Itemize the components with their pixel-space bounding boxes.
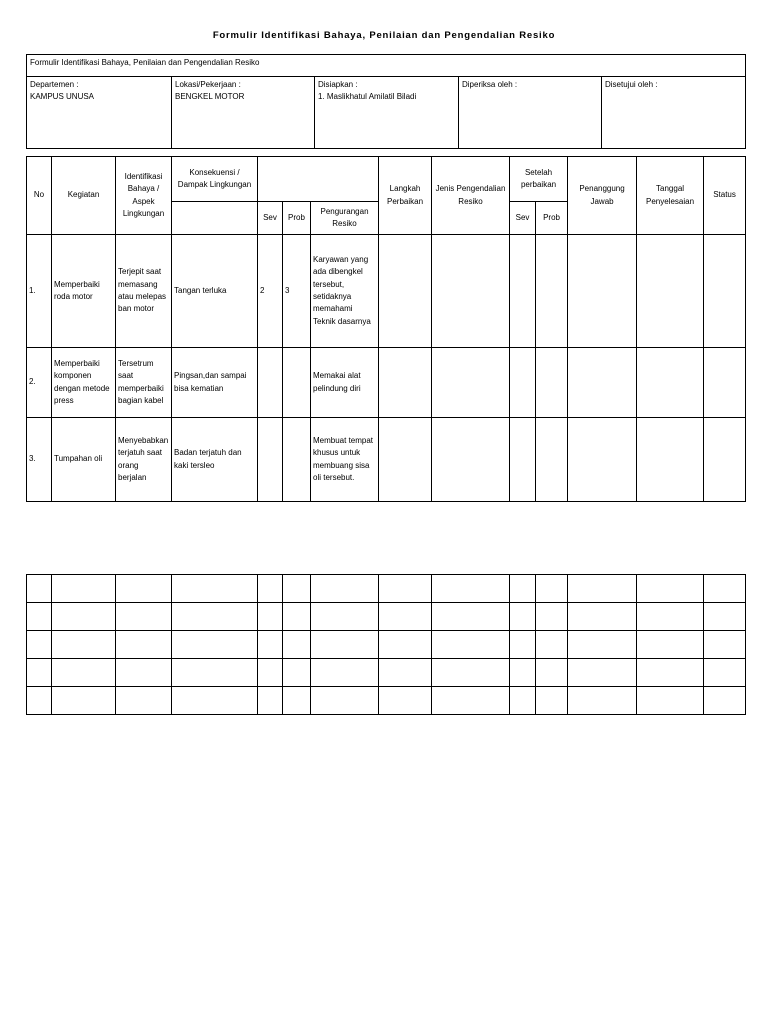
row-no: 2. bbox=[27, 348, 52, 418]
diperiksa-cell bbox=[459, 77, 602, 149]
empty-table bbox=[26, 574, 746, 715]
header-prob: Prob bbox=[283, 202, 311, 235]
row-langkah bbox=[379, 418, 432, 502]
header-jenis: Jenis Pengendalian Resiko bbox=[432, 157, 510, 235]
row-tanggal bbox=[637, 235, 704, 348]
header-sev-after: Sev bbox=[510, 202, 536, 235]
row-pengurangan: Karyawan yang ada dibengkel tersebut, setidaknya memahami Teknik dasarnya bbox=[311, 235, 379, 348]
row-tanggal bbox=[637, 418, 704, 502]
departemen-value: KAMPUS UNUSA bbox=[30, 92, 95, 102]
row-penanggung bbox=[568, 235, 637, 348]
lokasi-value: BENGKEL MOTOR bbox=[175, 92, 245, 102]
row-prob bbox=[283, 348, 311, 418]
row-sev-after bbox=[510, 235, 536, 348]
form-name: Formulir Identifikasi Bahaya, Penilaian dan Pengendalian Resiko bbox=[27, 55, 746, 77]
row-sev-after bbox=[510, 418, 536, 502]
row-identifikasi: Tersetrum saat memperbaiki bagian kabel bbox=[116, 348, 172, 418]
empty-row bbox=[27, 659, 746, 687]
header-blank bbox=[258, 157, 379, 202]
row-pengurangan: Membuat tempat khusus untuk membuang sisa oli tersebut. bbox=[311, 418, 379, 502]
row-status bbox=[704, 418, 746, 502]
lokasi-label: Lokasi/Pekerjaan : bbox=[175, 80, 241, 89]
disetujui-cell bbox=[602, 77, 746, 149]
row-konsekuensi: Tangan terluka bbox=[172, 235, 258, 348]
row-konsekuensi: Badan terjatuh dan kaki tersleo bbox=[172, 418, 258, 502]
row-status bbox=[704, 235, 746, 348]
header-identifikasi: Identifikasi Bahaya / Aspek Lingkungan bbox=[116, 157, 172, 235]
disiapkan-cell bbox=[315, 77, 459, 149]
header-konsekuensi: Konsekuensi / Dampak Lingkungan bbox=[172, 157, 258, 202]
header-setelah: Setelah perbaikan bbox=[510, 157, 568, 202]
departemen-cell bbox=[27, 77, 172, 149]
empty-row bbox=[27, 631, 746, 659]
row-identifikasi: Menyebabkan terjatuh saat orang berjalan bbox=[116, 418, 172, 502]
row-prob-after bbox=[536, 418, 568, 502]
row-prob: 3 bbox=[283, 235, 311, 348]
table-row bbox=[27, 348, 746, 418]
header-no: No bbox=[27, 157, 52, 235]
row-konsekuensi: Pingsan,dan sampai bisa kematian bbox=[172, 348, 258, 418]
header-penanggung: Penanggung Jawab bbox=[568, 157, 637, 235]
header-status: Status bbox=[704, 157, 746, 235]
row-pengurangan: Memakai alat pelindung diri bbox=[311, 348, 379, 418]
table-row bbox=[27, 418, 746, 502]
disiapkan-value: 1. Maslikhatul Amilatil Biladi bbox=[318, 92, 417, 102]
row-sev: 2 bbox=[258, 235, 283, 348]
disetujui-label: Disetujui oleh : bbox=[605, 80, 658, 89]
row-prob-after bbox=[536, 235, 568, 348]
row-prob-after bbox=[536, 348, 568, 418]
row-kegiatan: Memperbaiki komponen dengan metode press bbox=[52, 348, 116, 418]
row-sev bbox=[258, 348, 283, 418]
row-kegiatan: Memperbaiki roda motor bbox=[52, 235, 116, 348]
header-sev: Sev bbox=[258, 202, 283, 235]
row-kegiatan: Tumpahan oli bbox=[52, 418, 116, 502]
hazard-table bbox=[26, 156, 746, 502]
row-jenis bbox=[432, 348, 510, 418]
row-tanggal bbox=[637, 348, 704, 418]
header-tanggal: Tanggal Penyelesaian bbox=[637, 157, 704, 235]
info-table bbox=[26, 54, 746, 149]
row-jenis bbox=[432, 235, 510, 348]
row-identifikasi: Terjepit saat memasang atau melepas ban motor bbox=[116, 235, 172, 348]
row-sev-after bbox=[510, 348, 536, 418]
header-prob-after: Prob bbox=[536, 202, 568, 235]
row-no: 1. bbox=[27, 235, 52, 348]
form-title: Formulir Identifikasi Bahaya, Penilaian dan Pengendalian Resiko bbox=[212, 30, 556, 41]
departemen-label: Departemen : bbox=[30, 80, 79, 89]
header-konsekuensi-sub bbox=[172, 202, 258, 235]
row-status bbox=[704, 348, 746, 418]
empty-row bbox=[27, 687, 746, 715]
row-penanggung bbox=[568, 348, 637, 418]
row-penanggung bbox=[568, 418, 637, 502]
header-kegiatan: Kegiatan bbox=[52, 157, 116, 235]
row-sev bbox=[258, 418, 283, 502]
row-langkah bbox=[379, 348, 432, 418]
row-jenis bbox=[432, 418, 510, 502]
diperiksa-label: Diperiksa oleh : bbox=[462, 80, 518, 89]
lokasi-cell bbox=[172, 77, 315, 149]
header-pengurangan: Pengurangan Resiko bbox=[311, 202, 379, 235]
row-prob bbox=[283, 418, 311, 502]
row-langkah bbox=[379, 235, 432, 348]
empty-row bbox=[27, 575, 746, 603]
disiapkan-label: Disiapkan : bbox=[318, 80, 358, 89]
empty-row bbox=[27, 603, 746, 631]
row-no: 3. bbox=[27, 418, 52, 502]
table-row bbox=[27, 235, 746, 348]
header-langkah: Langkah Perbaikan bbox=[379, 157, 432, 235]
